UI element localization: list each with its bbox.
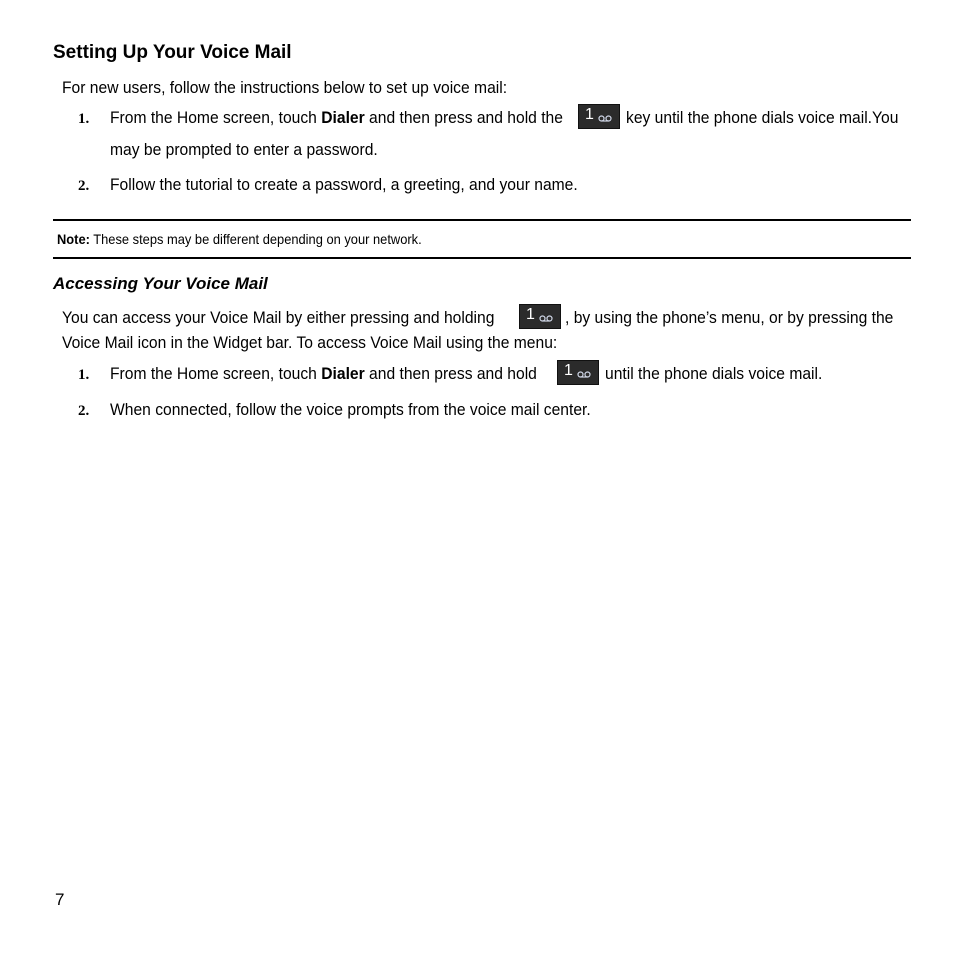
section-title: Setting Up Your Voice Mail: [53, 42, 292, 63]
page-number: 7: [55, 890, 65, 909]
voicemail-icon: [598, 115, 612, 122]
note-top-rule: [53, 219, 911, 221]
intro-text: For new users, follow the instructions below to set up voice mail:: [62, 78, 508, 97]
setup-step-2-text: Follow the tutorial to create a password, a greeting, and your name.: [110, 175, 578, 194]
access-para-line1-b: , by using the phone’s menu, or by pressing the: [565, 308, 894, 327]
voicemail-key-icon: 1: [578, 104, 620, 129]
voicemail-icon: [577, 371, 591, 378]
access-step-1-number: 1.: [78, 367, 90, 383]
access-step-2-text: When connected, follow the voice prompts from the voice mail center.: [110, 400, 591, 419]
setup-step-1-number: 1.: [78, 111, 90, 127]
note-bottom-rule: [53, 257, 911, 259]
access-step-1-text-b: until the phone dials voice mail.: [605, 364, 823, 383]
access-para-line2: Voice Mail icon in the Widget bar. To access Voice Mail using the menu:: [62, 333, 558, 352]
voicemail-icon: [539, 315, 553, 322]
setup-step-1-text-c: may be prompted to enter a password.: [110, 140, 378, 159]
setup-step-1-text-b: key until the phone dials voice mail.You: [626, 108, 899, 127]
subsection-title: Accessing Your Voice Mail: [53, 274, 268, 293]
voicemail-key-icon: 1: [557, 360, 599, 385]
voicemail-key-icon: 1: [519, 304, 561, 329]
access-step-1-text-a: From the Home screen, touch Dialer and then press and hold: [110, 364, 537, 383]
setup-step-1-text-a: From the Home screen, touch Dialer and then press and hold the: [110, 108, 563, 127]
access-para-line1-a: You can access your Voice Mail by either pressing and holding: [62, 308, 495, 327]
note-text: Note: These steps may be different depending on your network.: [57, 231, 422, 247]
access-step-2-number: 2.: [78, 403, 90, 419]
setup-step-2-number: 2.: [78, 178, 90, 194]
